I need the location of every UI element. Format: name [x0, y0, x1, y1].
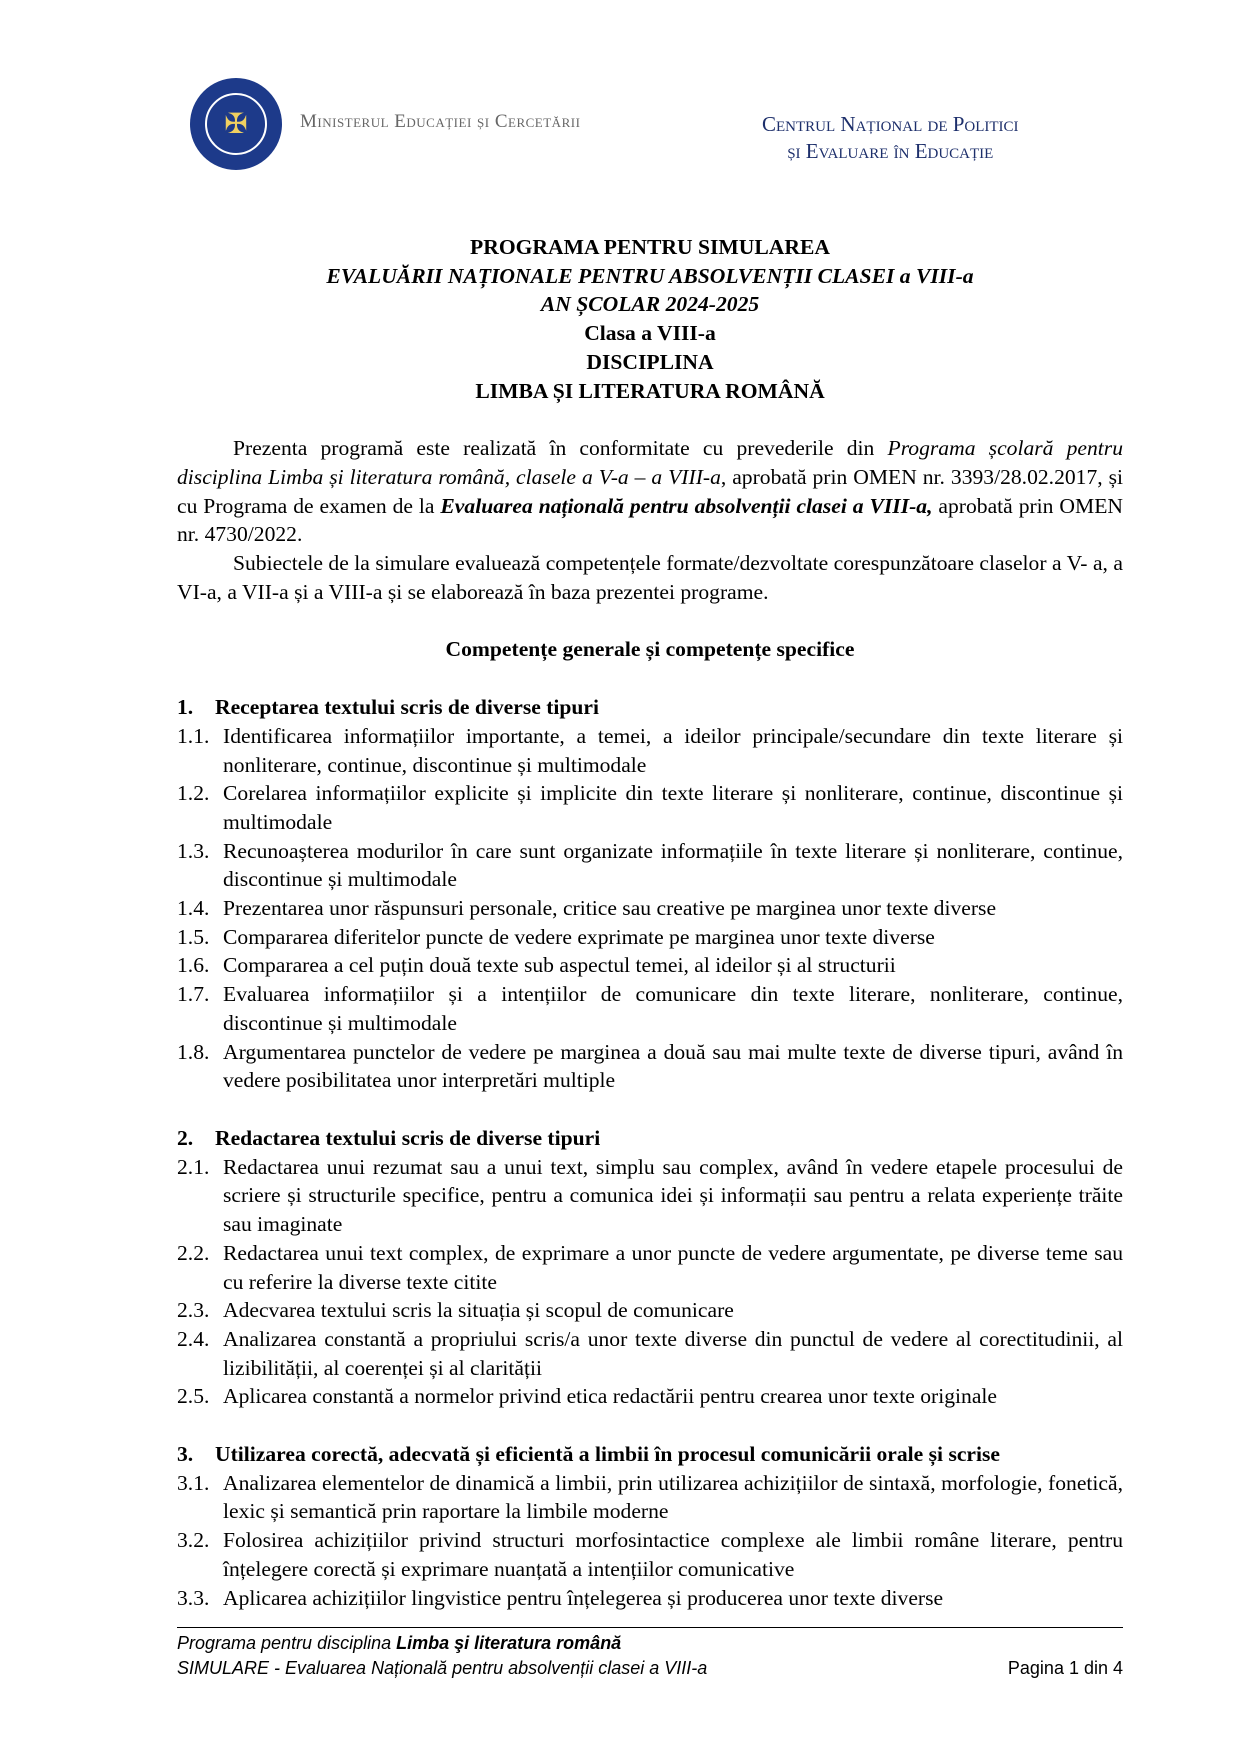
item-number: 1.4.	[177, 896, 210, 921]
competence-item	[177, 722, 1123, 779]
section-number: 3.	[177, 1442, 194, 1467]
title-line: PROGRAMA PENTRU SIMULAREA	[470, 235, 830, 259]
competence-item	[177, 894, 1123, 923]
item-text: Analizarea elementelor de dinamică a limbii, prin utilizarea achizițiilor de sintaxă, morfologie, fonetică, lexic și semantică prin raportare la limbile moderne	[223, 1470, 1123, 1524]
page-number: Pagina 1 din 4	[1007, 1658, 1123, 1678]
cnpee-line2: și Evaluare în Educație	[787, 139, 994, 163]
text: Limba şi literatura română	[396, 1633, 622, 1653]
item-text: Redactarea unui text complex, de exprimare a unor puncte de vedere argumentate, pe diverse teme sau cu referire la diverse texte citite	[223, 1240, 1123, 1294]
title-line: DISCIPLINA	[586, 349, 714, 374]
item-number: 2.1.	[177, 1154, 210, 1179]
eagle-icon: ✠	[205, 93, 267, 155]
item-text: Folosirea achizițiilor privind structuri morfosintactice complexe ale limbii române literare, pentru înțelegere corectă și exprimare nuanțată a intențiilor comunicative	[223, 1528, 1123, 1581]
footer-line2: SIMULARE - Evaluarea Națională pentru absolvenții clasei a VIII-a	[177, 1658, 708, 1678]
item-text: Evaluarea informațiilor și a intențiilor de comunicare din texte literare, nonliterare, continue, discontinue și multimodale	[223, 982, 1123, 1035]
competence-item	[177, 1584, 1123, 1613]
competence-item	[177, 1382, 1123, 1411]
item-text: Recunoașterea modurilor în care sunt organizate informațiile în texte literare și nonliterare, continue, discontinue și multimodale	[223, 838, 1123, 892]
competences-heading: Competențe generale și competențe specifice	[445, 637, 855, 662]
intro-paragraph-2: Subiectele de la simulare evaluează competențele formate/dezvoltate corespunzătoare claselor a V- a, a VI-a, a VII-a și a VIII-a și se elaborează în baza prezentei programe.	[177, 551, 1123, 604]
competence-item	[177, 837, 1123, 894]
competence-item	[177, 1325, 1123, 1382]
text: Prezenta programă este realizată în conformitate cu prevederile din	[233, 436, 888, 461]
title-line: AN ȘCOLAR 2024-2025	[540, 292, 760, 317]
government-seal-logo	[190, 78, 282, 170]
competence-item	[177, 1239, 1123, 1296]
item-number: 1.8.	[177, 1039, 210, 1064]
item-number: 2.2.	[177, 1240, 210, 1265]
competence-item	[177, 1038, 1123, 1095]
title-line: Clasa a VIII-a	[584, 321, 716, 346]
item-text: Redactarea unui rezumat sau a unui text, simplu sau complex, având în vedere etapele procesului de scriere și structurile specifice, pentru a comunica idei și informații sau pentru a relata experiențe trăite sau imaginate	[223, 1154, 1123, 1237]
item-text: Adecvarea textului scris la situația și scopul de comunicare	[223, 1298, 734, 1323]
item-text: Corelarea informațiilor explicite și implicite din texte literare și nonliterare, continue, discontinue și multimodale	[223, 781, 1123, 834]
item-text: Argumentarea punctelor de vedere pe marginea a două sau mai multe texte de diverse tipuri, având în vedere posibilitatea unor interpretări multiple	[223, 1039, 1123, 1093]
document-body	[177, 233, 1123, 1612]
item-text: Compararea a cel puțin două texte sub aspectul temei, al ideilor și al structurii	[223, 953, 896, 978]
ministry-name: Ministerul Educației și Cercetării	[300, 111, 581, 132]
competence-item	[177, 1469, 1123, 1526]
item-text: Analizarea constantă a propriului scris/a unor texte diverse din punctul de vedere al corectitudinii, al lizibilității, al coerenței și al clarității	[223, 1326, 1123, 1380]
competence-item	[177, 1526, 1123, 1583]
competence-item	[177, 1153, 1123, 1239]
item-number: 2.5.	[177, 1384, 210, 1409]
competence-item	[177, 923, 1123, 952]
text: , aprobată prin OMEN nr. 3393/28.02.2017, și cu Programa de examen de la	[177, 464, 1123, 518]
page-footer	[177, 1627, 1123, 1681]
item-number: 2.4.	[177, 1326, 210, 1351]
item-text: Prezentarea unor răspunsuri personale, critice sau creative pe marginea unor texte diverse	[223, 896, 997, 921]
section-heading	[177, 1124, 1123, 1153]
item-number: 1.2.	[177, 781, 210, 806]
item-text: Identificarea informațiilor importante, a temei, a ideilor principale/secundare din texte literare și nonliterare, continue, discontinue și multimodale	[223, 723, 1123, 777]
cnpee-name	[762, 111, 1019, 165]
item-text: Aplicarea achizițiilor lingvistice pentru înțelegerea și producerea unor texte diverse	[223, 1585, 944, 1610]
text: Evaluarea națională pentru absolvenții clasei a VIII-a,	[440, 493, 933, 518]
section-title: Utilizarea corectă, adecvată și eficientă a limbii în procesul comunicării orale și scrise	[215, 1442, 1001, 1467]
section-heading	[177, 1440, 1123, 1469]
item-number: 1.3.	[177, 838, 210, 863]
competence-item	[177, 951, 1123, 980]
competence-item	[177, 779, 1123, 836]
letterhead	[190, 78, 1090, 174]
item-text: Aplicarea constantă a normelor privind etica redactării pentru crearea unor texte originale	[223, 1384, 997, 1409]
competence-item	[177, 1296, 1123, 1325]
section-title: Redactarea textului scris de diverse tipuri	[215, 1125, 601, 1150]
item-number: 3.3.	[177, 1585, 210, 1610]
item-number: 3.1.	[177, 1470, 210, 1495]
title-line: LIMBA ȘI LITERATURA ROMÂNĂ	[475, 378, 825, 403]
text: Programa școlară pentru disciplina Limba și literatura română, clasele a V-a – a VIII-a	[177, 436, 1123, 489]
sections	[177, 693, 1123, 1612]
item-number: 1.6.	[177, 953, 210, 978]
item-number: 1.1.	[177, 723, 210, 748]
cnpee-line1: Centrul Național de Politici	[762, 112, 1019, 136]
title-line: EVALUĂRII NAȚIONALE PENTRU ABSOLVENȚII CLASEI a VIII-a	[326, 263, 974, 288]
text: Programa pentru disciplina	[177, 1633, 397, 1653]
item-number: 1.5.	[177, 924, 210, 949]
competence-item	[177, 980, 1123, 1037]
footer-line1	[177, 1631, 621, 1656]
item-number: 2.3.	[177, 1298, 210, 1323]
document-title	[177, 233, 1123, 405]
section-number: 1.	[177, 695, 194, 720]
item-number: 3.2.	[177, 1528, 210, 1553]
item-text: Compararea diferitelor puncte de vedere exprimate pe marginea unor texte diverse	[223, 924, 935, 949]
section-title: Receptarea textului scris de diverse tipuri	[215, 695, 600, 720]
item-number: 1.7.	[177, 982, 210, 1007]
text: aprobată prin OMEN nr. 4730/2022.	[177, 493, 1123, 547]
section-heading	[177, 693, 1123, 722]
section-number: 2.	[177, 1125, 194, 1150]
intro-paragraph	[177, 434, 1123, 549]
